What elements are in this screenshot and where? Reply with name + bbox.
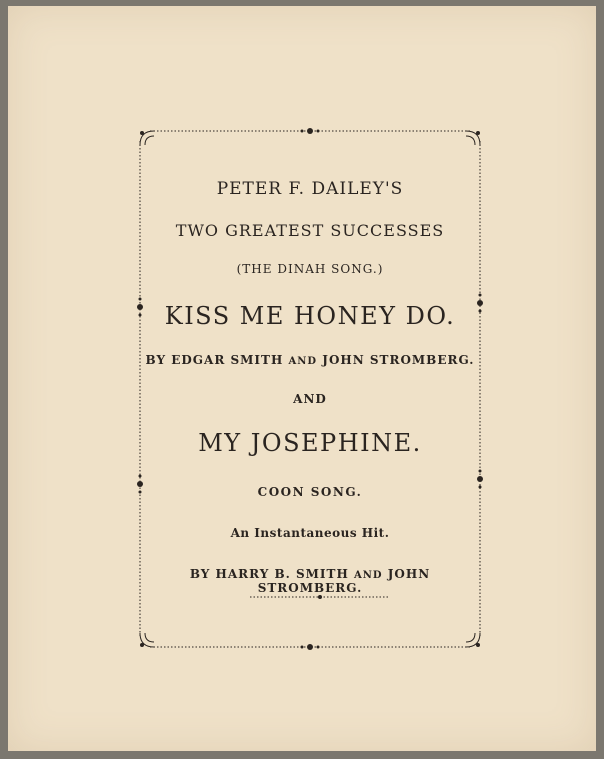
song1-credit-and: AND (288, 356, 318, 367)
song1-credit-rest: JOHN STROMBERG. (322, 353, 475, 367)
connector-and: AND (293, 392, 327, 406)
song1-credit-by: BY EDGAR SMITH (145, 353, 284, 367)
sheet-music-cover (8, 6, 596, 751)
song2-credit-and: AND (353, 570, 383, 581)
song1-credit (136, 353, 484, 367)
song1-title: KISS ME HONEY DO. (164, 302, 456, 330)
song1-note: (THE DINAH SONG.) (236, 262, 384, 276)
subtitle: TWO GREATEST SUCCESSES (175, 221, 445, 240)
song2-tagline: An Instantaneous Hit. (230, 526, 390, 540)
ornamental-border (136, 127, 484, 651)
song2-credit-by: BY HARRY B. SMITH (189, 567, 349, 581)
song2-credit (136, 567, 484, 595)
performer-title: PETER F. DAILEY'S (216, 179, 404, 199)
song2-title: MY JOSEPHINE. (198, 429, 422, 457)
song2-credit-rest: JOHN STROMBERG. (257, 567, 431, 595)
song2-genre: COON SONG. (257, 485, 363, 499)
